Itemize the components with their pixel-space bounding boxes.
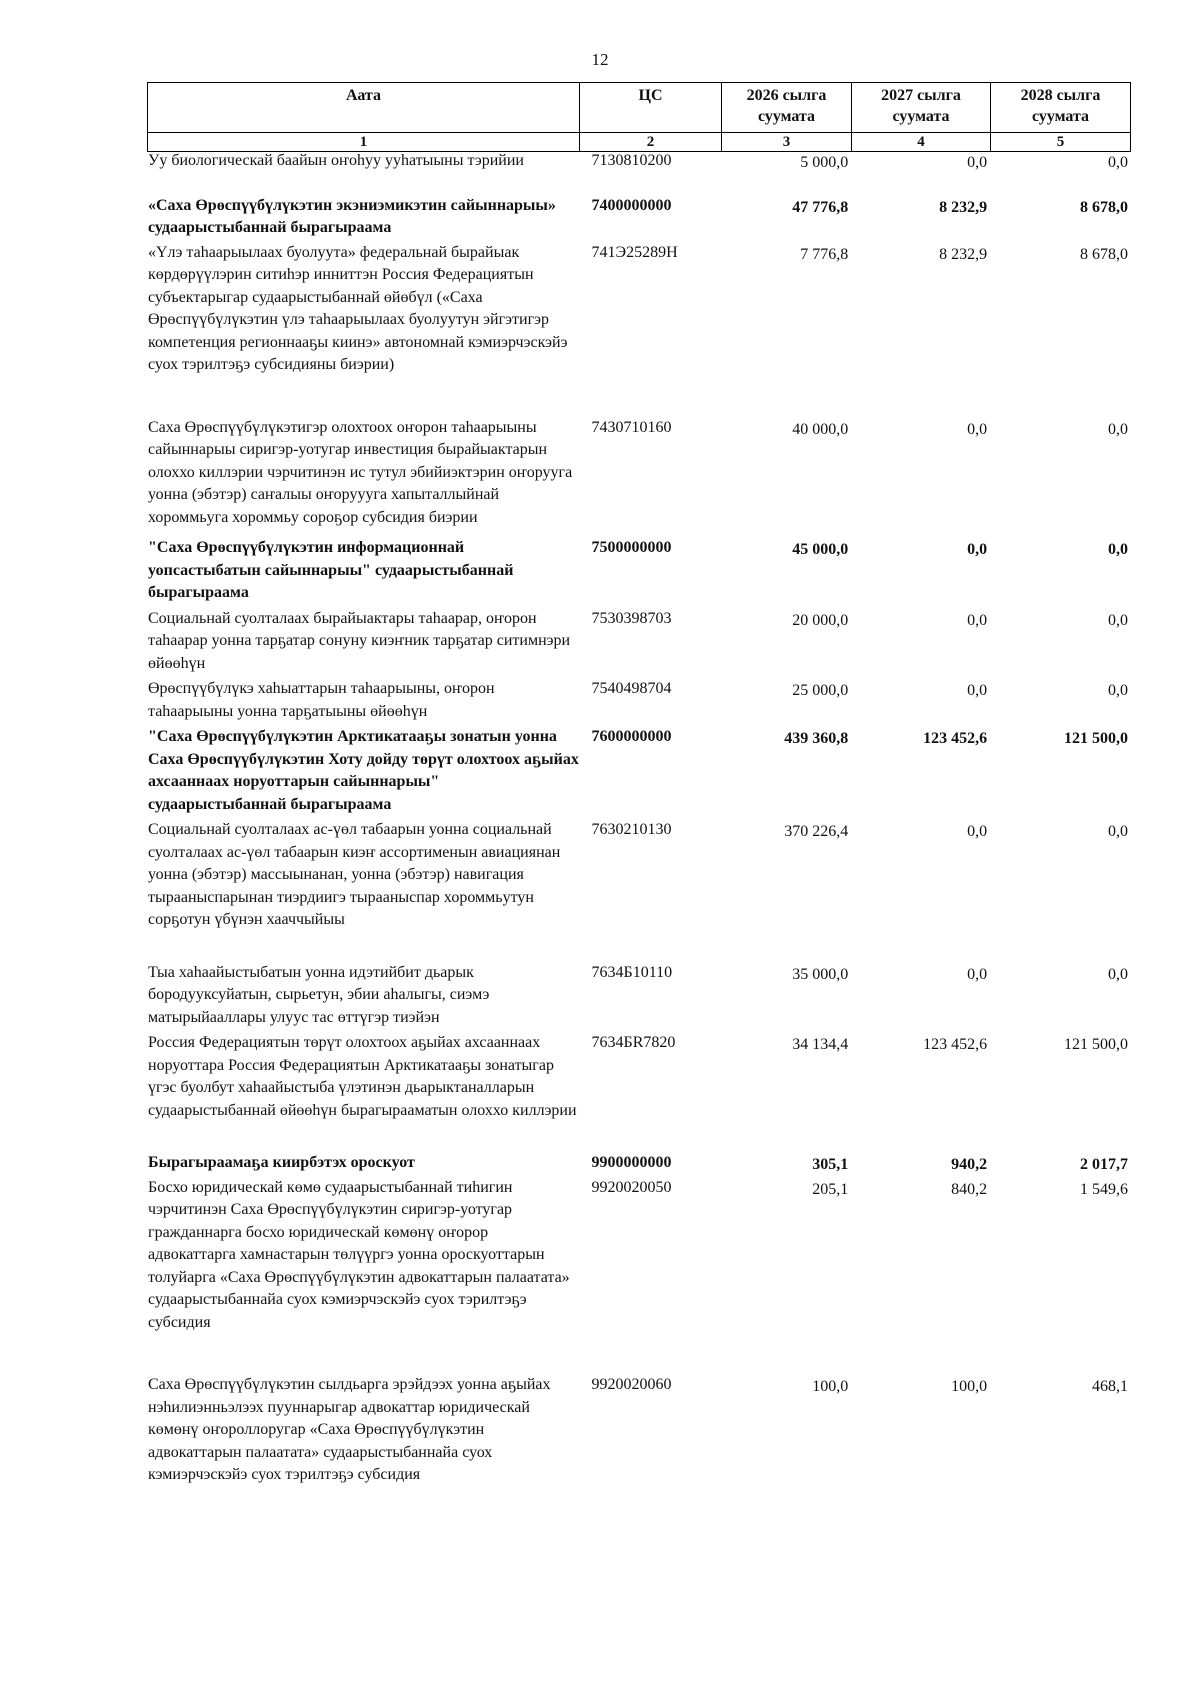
row-value-2026: 47 776,8 [792, 198, 849, 216]
row-code: 7430710160 [591, 418, 672, 436]
row-value-2026: 35 000,0 [792, 965, 849, 983]
row-value-2028: 0,0 [1108, 682, 1128, 699]
row-code: 7130810200 [591, 152, 672, 169]
row-value-2027: 840,2 [951, 1180, 988, 1198]
row-code: 7400000000 [591, 196, 672, 214]
column-header-2026: 2026 сылга суумата [722, 83, 852, 133]
row-value-2027: 8 232,9 [939, 245, 988, 263]
row-value-2026: 45 000,0 [792, 541, 849, 558]
row-name: Социальнай суолталаах ас-үөл табаарын уонна социальнай суолталаах ас-үөл табаарын киэҥ ассортименын авиациянан уонна (эбэтэр) массыынанан, уонна (эбэтэр) навигация тырааныспарынан тиэрдиигэ тырааныспар хороммьутун сорҕотун үбүнэн хааччыйыы [148, 821, 561, 928]
row-name: Уу биологическай баайын оҥоһуу ууһатыыны тэрийии [148, 152, 524, 169]
row-code: 7634БR7820 [591, 1034, 676, 1051]
row-value-2028: 121 500,0 [1064, 730, 1128, 747]
row-code: 7634Б10110 [591, 963, 673, 981]
row-value-2027: 0,0 [967, 682, 988, 699]
row-value-2026: 205,1 [812, 1180, 849, 1198]
column-header-name: Аата [148, 83, 580, 133]
row-name: Россия Федерациятын төрүт олохтоох аҕыйах ахсааннаах норуоттара Россия Федерациятын Арктикатааҕы зонатыгар үгэс буолбут хаһаайыстыба үлэтинэн дьарыктаналларын судаарыстыбаннай өйөөһүн бырагырааматын олоххо киллэрии [148, 1034, 577, 1119]
row-value-2028: 0,0 [1108, 420, 1128, 438]
row-value-2028: 1 549,6 [1080, 1180, 1128, 1198]
row-value-2027: 0,0 [967, 611, 988, 629]
row-value-2026: 5 000,0 [800, 154, 849, 171]
table-row [147, 537, 1130, 605]
row-code: 741Э25289Н [591, 243, 678, 261]
page-number: 12 [591, 50, 609, 69]
row-name: «Саха Өрөспүүбүлүкэтин экэниэмикэтин сайыннарыы» судаарыстыбаннай бырагыраама [148, 196, 556, 236]
row-value-2028: 8 678,0 [1080, 245, 1128, 263]
row-value-2027: 0,0 [967, 420, 988, 438]
row-name: Саха Өрөспүүбүлүкэтин сылдьарга эрэйдээх уонна аҕыйах нэһилиэнньэлээх пууннарыгар адвокаттар юридическай көмөнү оҥороллоругар «Саха Өрөспүүбүлүкэтин адвокаттарын палаатата» судаарыстыбаннайа суох кэмиэрчэскэйэ суох тэрилтэҕэ субсидия [148, 1376, 551, 1483]
row-name: Социальнай суолталаах бырайыактары таһаарар, оҥорон таһаарар уонна тарҕатар сонуну киэҥник тарҕатар ситимнэри өйөөһүн [148, 609, 571, 672]
column-header-2028: 2028 сылга суумата [991, 83, 1131, 133]
row-value-2027: 0,0 [967, 541, 988, 558]
row-value-2028: 8 678,0 [1080, 198, 1128, 216]
column-number-1: 1 [148, 133, 580, 152]
table-row [147, 417, 1130, 530]
table-row [147, 1177, 1130, 1335]
row-value-2026: 20 000,0 [792, 611, 849, 629]
row-code: 7630210130 [591, 821, 672, 838]
row-value-2027: 0,0 [967, 154, 988, 171]
row-value-2028: 2 017,7 [1080, 1156, 1128, 1173]
column-header-2027: 2027 сылга суумата [852, 83, 991, 133]
table-row [147, 1032, 1130, 1122]
column-number-3: 3 [722, 133, 852, 152]
row-name: Бырагыраамаҕа киирбэтэх ороскуот [148, 1154, 415, 1171]
row-name: «Үлэ таһаарыылаах буолуута» федеральнай бырайыак көрдөрүүлэрин ситиһэр инниттэн Россия Федерациятын субъектарыгар судаарыстыбаннай өйөбүл («Саха Өрөспүүбүлүкэтин үлэ таһаарыылаах буолуутун эйгэтигэр компетенция регионнааҕы киинэ» автономнай кэмиэрчэскэйэ суох тэрилтэҕэ субсидияны биэрии) [148, 243, 568, 373]
row-value-2026: 25 000,0 [792, 682, 849, 699]
row-name: Тыа хаһаайыстыбатын уонна идэтийбит дьарык бородууксуйатын, сырьетун, эбии аһалыгы, сиэмэ матырыйааллары улуус тас өттүгэр тиэйэн [148, 963, 490, 1026]
row-name: Өрөспүүбүлүкэ хаһыаттарын таһаарыыны, оҥорон таһаарыыны уонна тарҕатыыны өйөөһүн [148, 680, 495, 720]
row-value-2028: 468,1 [1092, 1378, 1128, 1395]
row-value-2027: 123 452,6 [923, 730, 988, 747]
row-code: 9920020050 [591, 1178, 672, 1196]
row-code: 7600000000 [591, 728, 672, 745]
row-value-2028: 0,0 [1108, 541, 1128, 558]
row-value-2027: 8 232,9 [939, 198, 988, 216]
table-row [147, 608, 1130, 676]
row-name: Саха Өрөспүүбүлүкэтигэр олохтоох оҥорон таһаарыыны сайыннарыы сиригэр-уотугар инвестиция бырайыактарын олоххо киллэрии чэрчитинэн ис тутул эбийиэктэрин оҥорууга уонна (эбэтэр) саҥалыы оҥоруууга хапыталлыйнай хороммьуга хороммьу сороҕор субсидия биэрии [148, 418, 573, 526]
column-number-5: 5 [991, 133, 1131, 152]
table-row [147, 1374, 1130, 1487]
row-code: 9900000000 [591, 1154, 672, 1171]
table-row [147, 242, 1130, 377]
row-value-2026: 439 360,8 [784, 730, 849, 747]
table-row [147, 195, 1130, 240]
table-row [147, 678, 1130, 723]
table-row [147, 962, 1130, 1030]
row-value-2026: 305,1 [812, 1156, 849, 1173]
row-value-2026: 7 776,8 [800, 245, 849, 263]
row-name: "Саха Өрөспүүбүлүкэтин информационнай уопсастыбатын сайыннарыы" судаарыстыбаннай бырагыраама [148, 539, 514, 601]
row-value-2026: 100,0 [812, 1378, 849, 1395]
table-row [147, 150, 1130, 175]
row-code: 7540498704 [591, 680, 672, 697]
table-row [147, 819, 1130, 932]
budget-table-header [147, 82, 1131, 152]
row-value-2027: 940,2 [951, 1156, 988, 1173]
row-value-2028: 121 500,0 [1064, 1036, 1128, 1053]
row-value-2026: 40 000,0 [792, 420, 849, 438]
row-code: 7500000000 [591, 539, 672, 556]
row-name: Босхо юридическай көмө судаарыстыбаннай тиһигин чэрчитинэн Саха Өрөспүүбүлүкэтин сиригэр-уотугар гражданнарга босхо юридическай көмөнү оҥорор адвокаттарга хамнастарын төлүүргэ уонна ороскуоттарын толуйарга «Саха Өрөспүүбүлүкэтин адвокаттарын палаатата» судаарыстыбаннайа суох кэмиэрчэскэйэ суох тэрилтэҕэ субсидия [148, 1178, 570, 1331]
row-value-2027: 0,0 [967, 823, 988, 840]
budget-table-body [147, 150, 1130, 1487]
row-value-2027: 0,0 [967, 965, 988, 983]
row-value-2028: 0,0 [1108, 823, 1128, 840]
table-row [147, 726, 1130, 816]
column-number-4: 4 [852, 133, 991, 152]
table-row [147, 1152, 1130, 1177]
row-value-2026: 34 134,4 [792, 1036, 849, 1053]
row-value-2027: 123 452,6 [923, 1036, 988, 1053]
row-value-2028: 0,0 [1108, 611, 1128, 629]
column-header-code: ЦС [580, 83, 722, 133]
column-number-2: 2 [580, 133, 722, 152]
row-value-2028: 0,0 [1108, 154, 1128, 171]
row-value-2027: 100,0 [951, 1378, 988, 1395]
row-value-2028: 0,0 [1108, 965, 1128, 983]
row-name: "Саха Өрөспүүбүлүкэтин Арктикатааҕы зонатын уонна Саха Өрөспүүбүлүкэтин Хоту дойду төрүт олохтоох аҕыйах ахсааннаах норуоттарын сайыннарыы" судаарыстыбаннай бырагыраама [148, 728, 579, 813]
row-code: 9920020060 [591, 1376, 672, 1393]
row-code: 7530398703 [591, 609, 672, 627]
row-value-2026: 370 226,4 [784, 823, 849, 840]
